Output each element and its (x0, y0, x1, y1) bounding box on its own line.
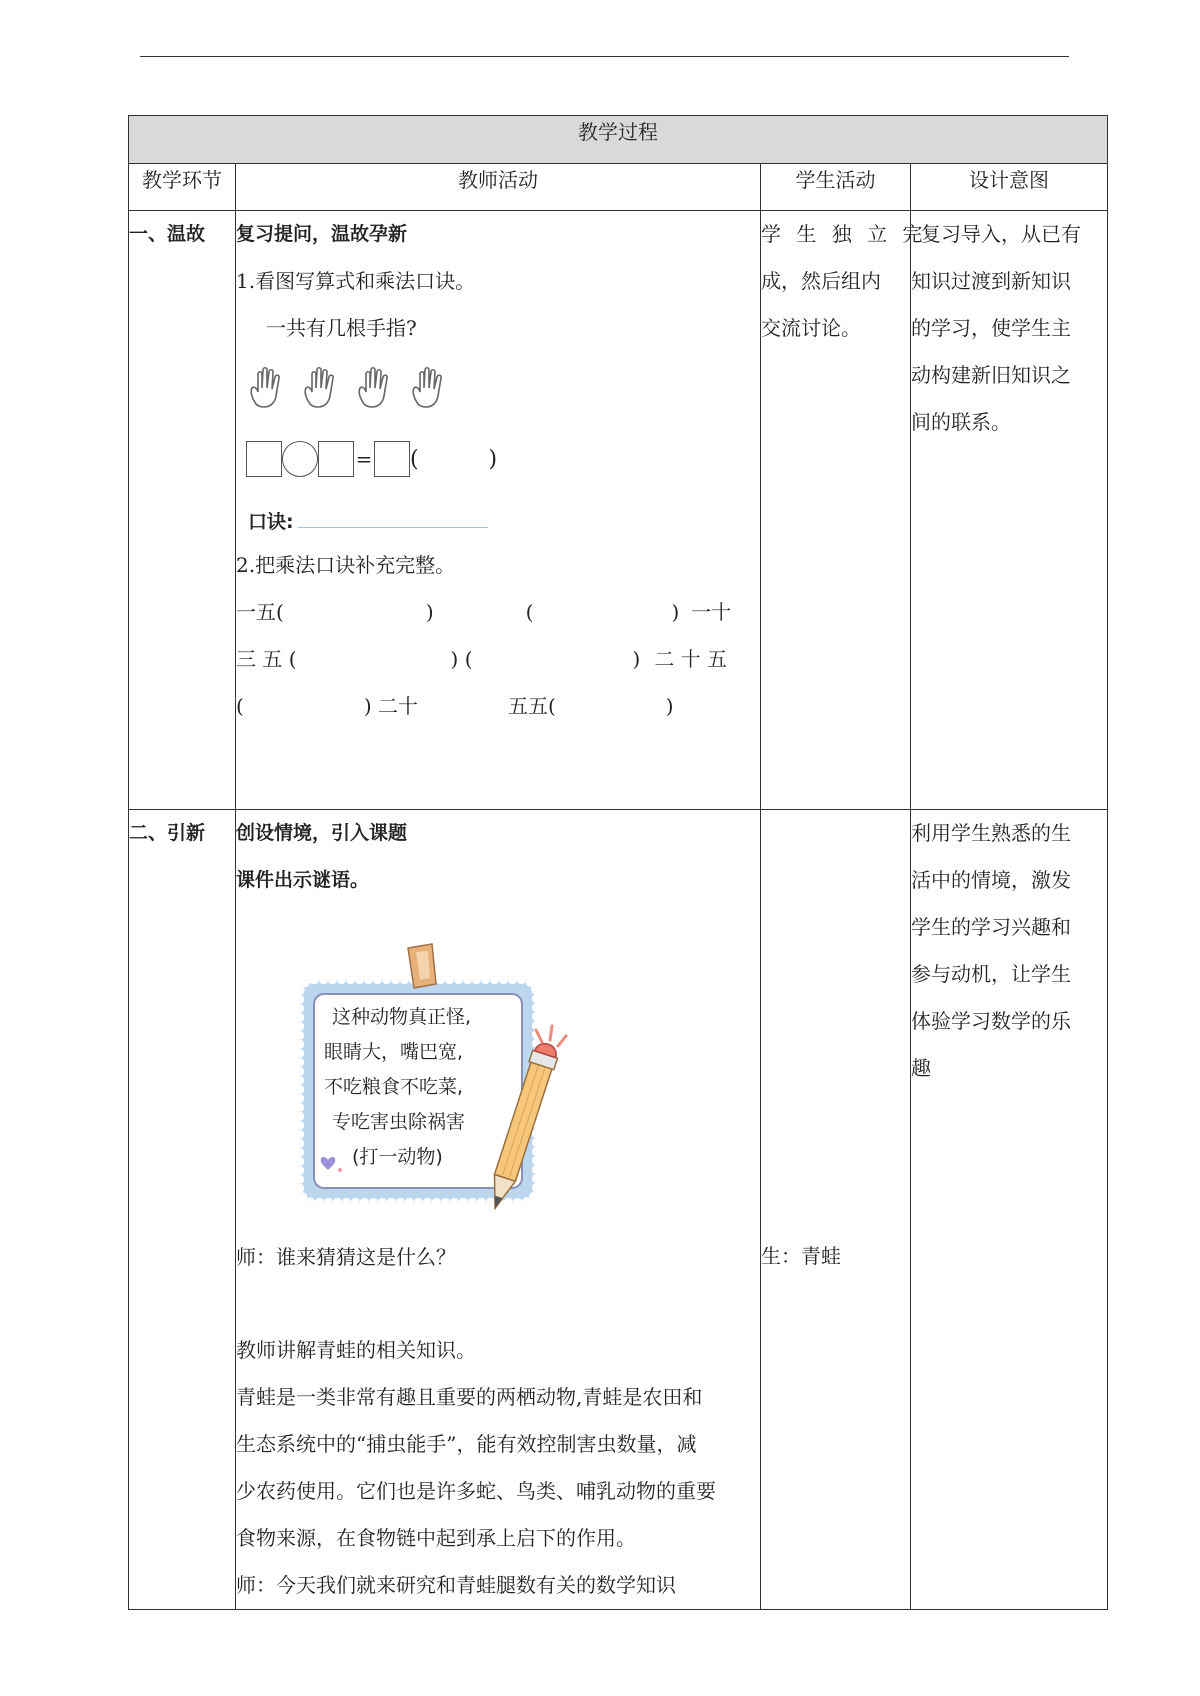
stage-label: 一、温故 (129, 223, 206, 245)
col-header-stage: 教学环节 (129, 164, 236, 211)
unit-parentheses: ( ) (410, 446, 498, 472)
col-header-teacher: 教师活动 (236, 164, 761, 211)
riddle-line: 眼睛大，嘴巴宽, (324, 1041, 464, 1063)
question-1: 1.看图写算式和乘法口诀。 (236, 269, 476, 293)
design-text: 趣 (911, 1056, 931, 1080)
design-text: 的学习，使学生主 (911, 316, 1071, 340)
paragraph-line: 少农药使用。它们也是许多蛇、鸟类、哺乳动物的重要 (236, 1479, 716, 1503)
koujue-row (236, 488, 760, 534)
fill-text: 一五( (236, 600, 284, 624)
paragraph-line: 生态系统中的“捕虫能手”，能有效控制害虫数量，减 (236, 1432, 697, 1456)
table-row (129, 810, 1108, 1610)
hand-icon (408, 364, 448, 412)
table-title: 教学过程 (129, 116, 1108, 164)
equation-boxes (236, 430, 760, 488)
fill-text: ) ( (450, 647, 473, 671)
design-text: 动构建新旧知识之 (911, 363, 1071, 387)
design-text: 知识过渡到新知识 (911, 269, 1071, 293)
design-text: 复习导入，从已有 (921, 222, 1081, 246)
design-text: 利用学生熟悉的生 (911, 821, 1071, 845)
section-heading: 复习提问，温故孕新 (236, 223, 408, 245)
equals-sign: = (355, 447, 373, 471)
section-heading: 创设情境，引入课题 (236, 822, 408, 844)
teaching-process-table (128, 115, 1108, 1610)
paragraph-line: 青蛙是一类非常有趣且重要的两栖动物,青蛙是农田和 (236, 1385, 703, 1409)
header-rule (140, 56, 1069, 57)
design-text: 体验学习数学的乐 (911, 1009, 1071, 1033)
question-2: 2.把乘法口诀补充完整。 (236, 553, 456, 577)
design-text: 间的联系。 (911, 410, 1011, 434)
student-answer: 生：青蛙 (761, 1244, 841, 1268)
paragraph-line: 食物来源，在食物链中起到承上启下的作用。 (236, 1526, 636, 1550)
student-text: 学 生 独 立 完 (761, 222, 927, 246)
paragraph-line: 师：今天我们就来研究和青蛙腿数有关的数学知识 (236, 1573, 676, 1597)
hand-icon (246, 364, 286, 412)
riddle-line: 专吃害虫除祸害 (332, 1111, 466, 1133)
teacher-explain: 教师讲解青蛙的相关知识。 (236, 1338, 476, 1362)
table-row (129, 211, 1108, 810)
riddle-line: 这种动物真正怪, (332, 1006, 472, 1028)
col-header-student: 学生活动 (761, 164, 911, 211)
answer-box[interactable] (374, 441, 410, 477)
student-text: 成，然后组内 (761, 269, 881, 293)
section-subheading: 课件出示谜语。 (236, 869, 370, 891)
fill-text: 一十 (691, 600, 732, 624)
operator-circle[interactable] (282, 441, 318, 477)
answer-box[interactable] (246, 441, 282, 477)
answer-box[interactable] (318, 441, 354, 477)
hands-illustration (236, 358, 760, 418)
riddle-text (316, 1000, 536, 1175)
hand-icon (354, 364, 394, 412)
design-text: 学生的学习兴趣和 (911, 915, 1071, 939)
fill-text: 三 五 ( (236, 647, 297, 671)
student-text: 交流讨论。 (761, 316, 861, 340)
riddle-card (236, 904, 760, 1234)
fill-row-1 (236, 589, 760, 636)
teacher-question: 师：谁来猜猜这是什么？ (236, 1245, 456, 1269)
fill-text: ( (236, 694, 244, 718)
koujue-label: 口诀: (248, 511, 294, 533)
hand-icon (300, 364, 340, 412)
riddle-line: (打一动物) (352, 1146, 443, 1168)
design-text: 参与动机，让学生 (911, 962, 1071, 986)
fill-row-3 (236, 683, 760, 730)
fill-text: ) (425, 600, 434, 624)
design-text: 活中的情境，激发 (911, 868, 1071, 892)
koujue-blank[interactable] (298, 527, 488, 528)
fill-text: ) 二十 (363, 694, 418, 718)
stage-label: 二、引新 (129, 822, 206, 844)
fill-text: ) (632, 647, 641, 671)
col-header-design: 设计意图 (911, 164, 1108, 211)
fill-text: ) (671, 600, 680, 624)
fill-text: 五五( (507, 694, 556, 718)
fill-text: ( (525, 600, 534, 624)
question-1-prompt: 一共有几根手指? (266, 316, 417, 340)
fill-row-2 (236, 636, 760, 683)
fill-text: ) (665, 694, 674, 718)
riddle-line: 不吃粮食不吃菜, (324, 1076, 464, 1098)
fill-text: 二 十 五 (654, 647, 728, 671)
